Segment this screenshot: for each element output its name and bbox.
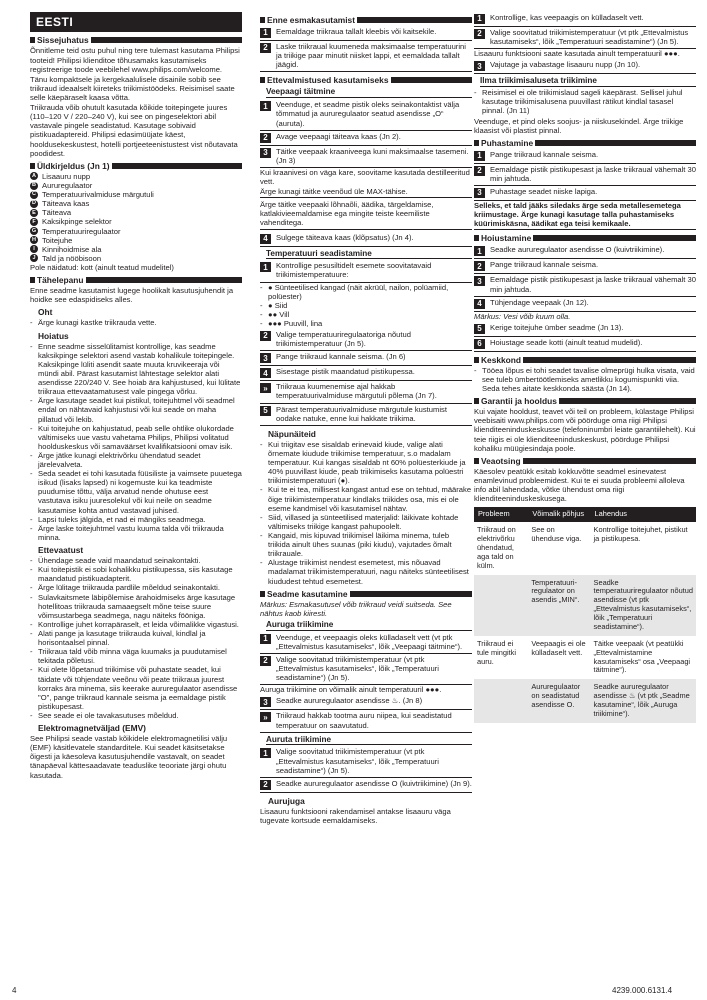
step: 2 Pange triikraud kannale seisma. <box>474 259 696 274</box>
step: 3 Seadke aururegulaator asendisse ♨. (Jn 8) <box>260 695 472 710</box>
list-item: - Ärge lülitage triikrauda pardlile mõeldud seinakontakti. <box>30 583 220 593</box>
column-2 <box>260 12 472 826</box>
table-cell: Veepaagis ei ole külladaselt vett. <box>531 638 586 657</box>
step: 4 Sisestage pistik maandatud pistikupessa. <box>260 366 472 381</box>
list-item: - Sulavkaitsmete läbipõlemise ärahoidmiseks ärge kasutage hotellitoas triikrauda samaaegselt mõne teise suure võimsustarbega seadmega, nagu näiteks fööniga. <box>30 592 236 620</box>
paragraph: Tänu kompaktsele ja kergekaalulisele disainile sobib see triikraud ideaalselt kiireteks triikimistöödeks. Reisimisel saate selle käepäraselt kaasa võtta. <box>30 74 235 103</box>
step: 1 Pange triikraud kannale seisma. <box>474 149 696 164</box>
step: 2 Eemaldage pistik pistikupesast ja laske triikraual vähemalt 30 min jahtuda. <box>474 164 696 186</box>
paragraph: Lisaauru funktsiooni rakendamisel antakse lisaauru väga tugevate kortsude eemaldamiseks. <box>260 806 451 825</box>
list-item: - Kui toitepistik ei sobi kohalikku pistikupessa, siis kasutage maandatud pistikuadapterit. <box>30 565 233 584</box>
paragraph: See Philipsi seade vastab kõikidele elektromagnetilisi välju (EMF) käsitlevatele standarditele. Kui seadet käsitsetakse õigesti ja käesoleva kasutusjuhendile vastavalt, on seadet tänapäeval kättesaadavate teaduslike teooriate järgi ohutu kasutada. <box>30 734 228 780</box>
table-cell: See on ühenduse viga. <box>531 525 582 544</box>
list-item: - Kangaid, mis kipuvad triikimisel läikima minema, tuleb triikida ainult ühes suunas (piki kiudu), vajutades õmalt triikrauale. <box>260 530 452 559</box>
danger-heading: Oht <box>38 307 53 318</box>
overview-item: J Tald ja nööbisoon <box>30 254 242 263</box>
paragraph: Kui vajate hooldust, teavet või teil on probleem, külastage Philipsi veebisaiti www.philips.com või pöörduge oma riigi Philipsi klienditeeninduskeskusse (telefoninumbri leiate garantiilehelt). Kui teie riigis ei ole klienditeeninduskeskust, pöörduge Philipsi kohaliku müügiesindaja poole. <box>474 407 696 453</box>
list-item: - ●●● Puuvill, lina <box>260 319 323 329</box>
list-item: - Alustage triikimist nendest esemetest, mis nõuavad madalamat triikimistemperatuuri, nagu näiteks sünteetilisest kiududest tehtud esemetest. <box>260 558 469 586</box>
list-item: - Ärge kasutage seadet kui pistikul, toitejuhtmel või seadmel endal on nähtavaid kahjustusi või kui seade on maha pillatud või lekib. <box>30 396 235 424</box>
column-3 <box>474 12 696 723</box>
list-item: - Reisimisel ei ole triikimislaud sageli käepärast. Sellisel juhul kasutage triikimisalusena puuvillast rätikut kindlal tasasel pinnal. (Jn 11) <box>474 88 683 116</box>
list-item: - Alati pange ja kasutage triikrauda kuival, kindlal ja horisontaalsel pinnal. <box>30 628 206 648</box>
table-cell: Kontrollige toitejuhet, pistikut ja pistikupesa. <box>593 525 688 544</box>
paragraph: Triikrauda võib ohutult kasutada kõikide toitepingete juures (110–120 V / 220–240 V), kui see on pingeselektori abil vastavale pingele seadistatud. Kasutage sobivaid pistikuadaptereid. Philipsi edasimüüjate käest, hooldusekeskustest, hotelli portjeeteenistustest vist nõutavata poodidest. <box>30 103 238 158</box>
list-item: - Ärge jätke kunagi elektrivõrku ühendatud seadet järelevalveta. <box>30 450 201 470</box>
step: 1 Kontrollige pesusiltidelt esemete soovitatavaid triikimistemperatuure: <box>260 260 472 282</box>
step: 2 Avage veepaagi täiteava kaas (Jn 2). <box>260 131 472 146</box>
warning-text: Selleks, et tald jääks siledaks ärge seda metallesemetega kriimustage. Ärge kunagi kasutage talla puhastamiseks küürimiskäsna, äädikat ega teisi kemikaale. <box>474 201 696 230</box>
tips-list <box>260 440 472 586</box>
table-header: Võimalik põhjus <box>528 507 590 522</box>
section-overview: Üldkirjeldus (Jn 1) <box>30 161 242 171</box>
step: 1 Kontrollige, kas veepaagis on külladaselt vett. <box>474 12 696 27</box>
table-row <box>474 575 696 636</box>
shot-heading: Aurujuga <box>268 795 305 806</box>
overview-list <box>30 172 242 263</box>
nosteam-heading: Ilma triikimisaluseta triikimine <box>480 76 696 87</box>
section-troubleshooting: Veaotsing <box>474 456 696 466</box>
table-cell: Seadke aururegulaator asendisse ♨ (vt ptk „Seadme kasutamine“, lõik „Auruga triikimine“). <box>591 679 696 723</box>
section-before-first-use: Enne esmakasutamist <box>260 15 472 25</box>
table-cell <box>474 679 528 723</box>
steps <box>474 12 696 49</box>
warning-text: Ärge kunagi täitke veenõud üle MAX-tähise. <box>260 187 472 198</box>
step: 1 Veenduge, et veepaagis oleks külladaselt vett (vt ptk „Ettevalmistus kasutamiseks“, lõik „Veepaagi täitmine“). <box>260 632 472 654</box>
troubleshooting-table <box>474 507 696 723</box>
overview-item: G Temperatuuriregulaator <box>31 226 121 236</box>
overview-item: F Kaksikpinge selektor <box>30 217 242 226</box>
section-environment: Keskkond <box>474 355 696 365</box>
paragraph: Veenduge, et pind oleks soojus- ja niiskusekindel. Ärge triikige klaasist või plastist pinnal. <box>474 116 684 135</box>
section-using: Seadme kasutamine <box>260 589 472 599</box>
steps <box>260 695 472 732</box>
language-title: EESTI <box>30 12 242 32</box>
document-code: 4239.000.6131.4 <box>612 986 673 995</box>
table-cell <box>474 575 528 636</box>
step: 3 Puhastage seadet niiske lapiga. <box>474 186 696 201</box>
step: 3 Eemaldage pistik pistikupesast ja laske triikraual vähemalt 30 min jahtuda. <box>474 274 696 296</box>
list <box>474 366 696 393</box>
list <box>474 88 696 115</box>
table-cell: Triikraud on elektrivõrku ühendatud, aga tald on külm. <box>477 525 516 570</box>
step: 2 Seadke aururegulaator asendisse O (kuivtriikimine) (Jn 9). <box>260 778 472 793</box>
section-preparing: Ettevalmistused kasutamiseks <box>260 75 472 85</box>
table-cell: Aururegulaator on seadistatud asendisse O. <box>528 679 590 723</box>
step: 2 Laske triikraual kuumeneda maksimaalse temperatuurini ja triikige paar minutit niisket lappi, et eemaldada tallalt jäägid. <box>260 41 472 72</box>
table-cell: Täitke veepaak (vt peatükki „Ettevalmistamine kasutamiseks“ osa „Veepaagi täitmine“). <box>593 638 691 675</box>
step: 3 Vajutage ja vabastage lisaauru nupp (Jn 10). <box>474 59 696 74</box>
steam-heading: Auruga triikimine <box>266 620 472 631</box>
step: » Triikraud hakkab tootma auru niipea, kui seadistatud temperatuur on saavutatud. <box>260 710 472 732</box>
warning-list <box>30 342 242 542</box>
list-item: - ● Sünteetilised kangad (näit akrüül, nailon, polüamiid, polüester) <box>260 282 449 301</box>
overview-item: H Toitejuhe <box>32 235 73 245</box>
temperature-list <box>260 283 472 329</box>
list-item: - ● Siid <box>260 300 288 310</box>
table-cell: Triikraud ei tule mingitki auru. <box>477 638 517 666</box>
column-1 <box>30 12 242 781</box>
step: 1 Seadke aururegulaator asendisse O (kuivtriikimine). <box>474 244 696 259</box>
emf-heading: Elektromagnetväljad (EMV) <box>38 723 146 734</box>
tips-heading: Näpunäiteid <box>268 428 316 439</box>
table-cell: Temperatuuri-regulaator on asendis „MIN“. <box>528 575 590 636</box>
table-header: Lahendus <box>591 507 696 522</box>
list-item: - Ärge kunagi kastke triikrauda vette. <box>30 318 157 328</box>
table-row <box>474 679 696 723</box>
step: 5 Kerige toitejuhe ümber seadme (Jn 13). <box>474 322 696 337</box>
step: 2 Valige temperatuuriregulaatoriga nõutud triikimistemperatuur (Jn 5). <box>260 329 472 351</box>
steps <box>260 329 472 426</box>
overview-note: Pole näidatud: kott (ainult teatud mudelitel) <box>30 262 174 272</box>
list-item: - Seda seadet ei tohi kasutada füüsiliste ja vaimsete puuetega isikud (lisaks lapsed) ni kogemuste kui ka teadmiste puudumise tõttu, välja arvatud nende ohutuse eest vastutava isiku juuresolekul või kui neile on seadme kasutamise kohta antud vastavad juhised. <box>30 469 242 515</box>
caution-list <box>30 556 242 720</box>
warning-heading: Hoiatus <box>38 330 69 341</box>
step: 2 Valige soovitatud triikimistemperatuur (vt ptk „Ettevalmistus kasutamiseks“, lõik „Temperatuuri seadistamine“) (Jn 5). <box>474 27 696 49</box>
paragraph: Lisaauru funktsiooni saate kasutada ainult temperatuuril ●●●. <box>474 49 680 59</box>
step: 2 Valige soovitatud triikimistemperatuur (vt ptk „Ettevalmistus kasutamiseks“, lõik „Temperatuuri seadistamine“) (Jn 5). <box>260 654 472 685</box>
overview-item: E Täiteava <box>30 208 242 217</box>
list-item: - Siid, villased ja sünteetilised materjalid: läikivate kohtade vältimiseks triikige kangast pahupoolelt. <box>260 512 459 531</box>
overview-item: C Temperatuurivalmiduse märgutuli <box>32 190 154 200</box>
section-guarantee: Garantii ja hooldus <box>474 396 696 406</box>
warning-text: Ärge täitke veepaaki lõhnaõli, äädika, tärgeldamise, katlakivieemaldamise ega mingite teiste keemiliste vahenditega. <box>260 200 472 229</box>
table-header: Probleem <box>474 507 528 522</box>
list-item: - Enne seadme sisselülitamist kontrollige, kas seadme kaksikpinge selektori asend vastab kohalikule toitepingele. Kaksikpinge lüliti asendit saate muuta kruvikeeraja või mündi abil. Pärast kasutamist lähtestage selektor alati asendisse 220/240 V. See hoiab ära kahjustused, kui lülitate triikraua ettevaatamatusest vale pingega võrku. <box>30 341 241 397</box>
section-storage: Hoiustamine <box>474 233 696 243</box>
section-introduction: Sissejuhatus <box>30 35 242 45</box>
paragraph: Kui kraanivesi on väga kare, soovitame kasutada destilleeritud vett. <box>260 167 470 186</box>
step: 1 Valige soovitatud triikimistemperatuur (vt ptk „Ettevalmistus kasutamiseks“, lõik „Temperatuuri seadistamine“) (Jn 5). <box>260 746 472 777</box>
steps <box>260 632 472 686</box>
table-body <box>474 522 696 723</box>
list-item: - Lapsi tuleks jälgida, et nad ei mängiks seadmega. <box>30 514 206 524</box>
list-item: - Triikraua tald võib minna väga kuumaks ja puudutamisel tekitada põletusi. <box>30 647 227 666</box>
list-item: - Ärge laske toitejuhtmel vastu kuuma talda või triikrauda minna. <box>30 523 224 542</box>
list-item: - Kui toitejuhe on kahjustatud, peab selle ohtlike olukordade vältimiseks uue vastu vahetama Philips, Philipsi volitatud hoolduskeskus või samaväärset kvalifikatsiooni omav isik. <box>30 423 234 451</box>
step: 4 Tühjendage veepaak (Jn 12). <box>474 297 696 312</box>
section-important: Tähelepanu <box>30 275 242 285</box>
step: 3 Pange triikraud kannale seisma. (Jn 6) <box>260 351 472 366</box>
paragraph: Käesolev peatükk esitab kokkuvõtte seadmel esinevatest enamlevinud probleemidest. Kui te ei suuda probleemi alloleva info abil lahendada, võtke ühendust oma riigi klienditeeninduskeskusega. <box>474 466 685 504</box>
table-row <box>474 636 696 680</box>
table-cell: Seadke temperatuuriregulaator nõutud asendisse (vt ptk „Ettevalmistus kasutamiseks“, lõik „Temperatuuri seadistamine“). <box>591 575 696 636</box>
steps <box>260 746 472 792</box>
steps <box>474 244 696 311</box>
steps <box>474 149 696 201</box>
step: 6 Hoiustage seade kotti (ainult teatud mudelid). <box>474 337 696 352</box>
steps <box>260 99 472 168</box>
step: 3 Täitke veepaak kraaniveega kuni maksimaalse tasemeni. (Jn 3) <box>260 146 472 168</box>
dry-heading: Auruta triikimine <box>266 735 472 746</box>
overview-item: I Kinnihoidmise ala <box>30 245 242 254</box>
list-item: - Kui triigitav ese sisaldab erinevaid kiude, valige alati õrnemate kiudude triikimise temperatuur, s.o madalam temperatuur. Kui kangas sisaldab nt 60% polüesterkiude ja 40% puuvillast kiude, peab triikimiseks kasutama polüestri triikimistemperatuuri (●). <box>260 439 466 486</box>
fill-heading: Veepaagi täitmine <box>266 87 472 98</box>
section-cleaning: Puhastamine <box>474 138 696 148</box>
note: Märkus: Esmakasutusel võib triikraud veidi suitseda. See nähtus kaob kiiresti. <box>260 599 452 618</box>
steps <box>474 322 696 352</box>
step: 5 Pärast temperatuurivalmiduse märgutule kustumist oodake natuke, enne kui hakkate triikima. <box>260 404 472 426</box>
list-item: - ●● Vill <box>260 309 290 319</box>
overview-item: A Lisaauru nupp <box>32 171 91 181</box>
list-item: - Kui te ei tea, millisest kangast antud ese on tehtud, määrake õige triikimistemperatuur kindlaks triikides osa, mis ei ole eseme kandmisel või kasutamisel nähtav. <box>260 485 472 513</box>
page-number: 4 <box>12 986 17 995</box>
temp-heading: Temperatuuri seadistamine <box>266 249 472 260</box>
step: 1 Veenduge, et seadme pistik oleks seinakontaktist välja tõmmatud ja aururegulaator seatud asendisse „O“ (auruta). <box>260 99 472 130</box>
step: » Triikraua kuumenemise ajal hakkab temperatuurivalmiduse märgutuli põlema (Jn 7). <box>260 381 472 403</box>
steps <box>260 26 472 72</box>
list-item: - Tööea lõpus ei tohi seadet tavalise olmeprügi hulka visata, vaid see tuleb ümbertöötlemiseks ametlikku kogumispunkti viia. Seda tehes aitate keskkonda säästa (Jn 14). <box>474 365 695 394</box>
table-row <box>474 522 696 574</box>
overview-item: B Aururegulaator <box>32 180 93 190</box>
list-item: - Kui olete lõpetanud triikimise või puhastate seadet, kui täidate või tühjendate veeõnu või peate triikraua juurest korraks ära minema, siis keerake aururegulaator asendisse "O", pange triikraud kannale seisma ja eemaldage pistik pistikupesast. <box>30 665 238 711</box>
caution-heading: Ettevaatust <box>38 545 84 556</box>
list-item: - Ühendage seade vaid maandatud seinakontakti. <box>30 556 201 566</box>
paragraph: Õnnitleme teid ostu puhul ning tere tulemast kasutama Philipsi tooteid! Philipsi klienditoe tõhusamaks kasutamiseks registreerige toode veebilehel www.philips.com/welcome. <box>30 46 240 74</box>
paragraph: Enne seadme kasutamist lugege hoolikalt kasutusjuhendit ja hoidke see edaspidiseks alles. <box>30 286 234 305</box>
step: 4 Sulgege täiteava kaas (klõpsatus) (Jn 4). <box>260 232 472 247</box>
danger-list <box>30 318 242 327</box>
overview-item: D Täiteava kaas <box>32 199 90 209</box>
paragraph: Auruga triikimine on võimalik ainult temperatuuril ●●●. <box>260 685 442 695</box>
note: Märkus: Vesi võib kuum olla. <box>474 311 571 321</box>
list-item: - Kontrollige juhet korrapäraselt, et leida võimalikke vigastusi. <box>30 619 239 629</box>
step: 1 Eemaldage triikraua tallalt kleebis või kaitsekile. <box>260 26 472 41</box>
list-item: - See seade ei ole tavakasutuses mõeldud. <box>30 710 179 720</box>
